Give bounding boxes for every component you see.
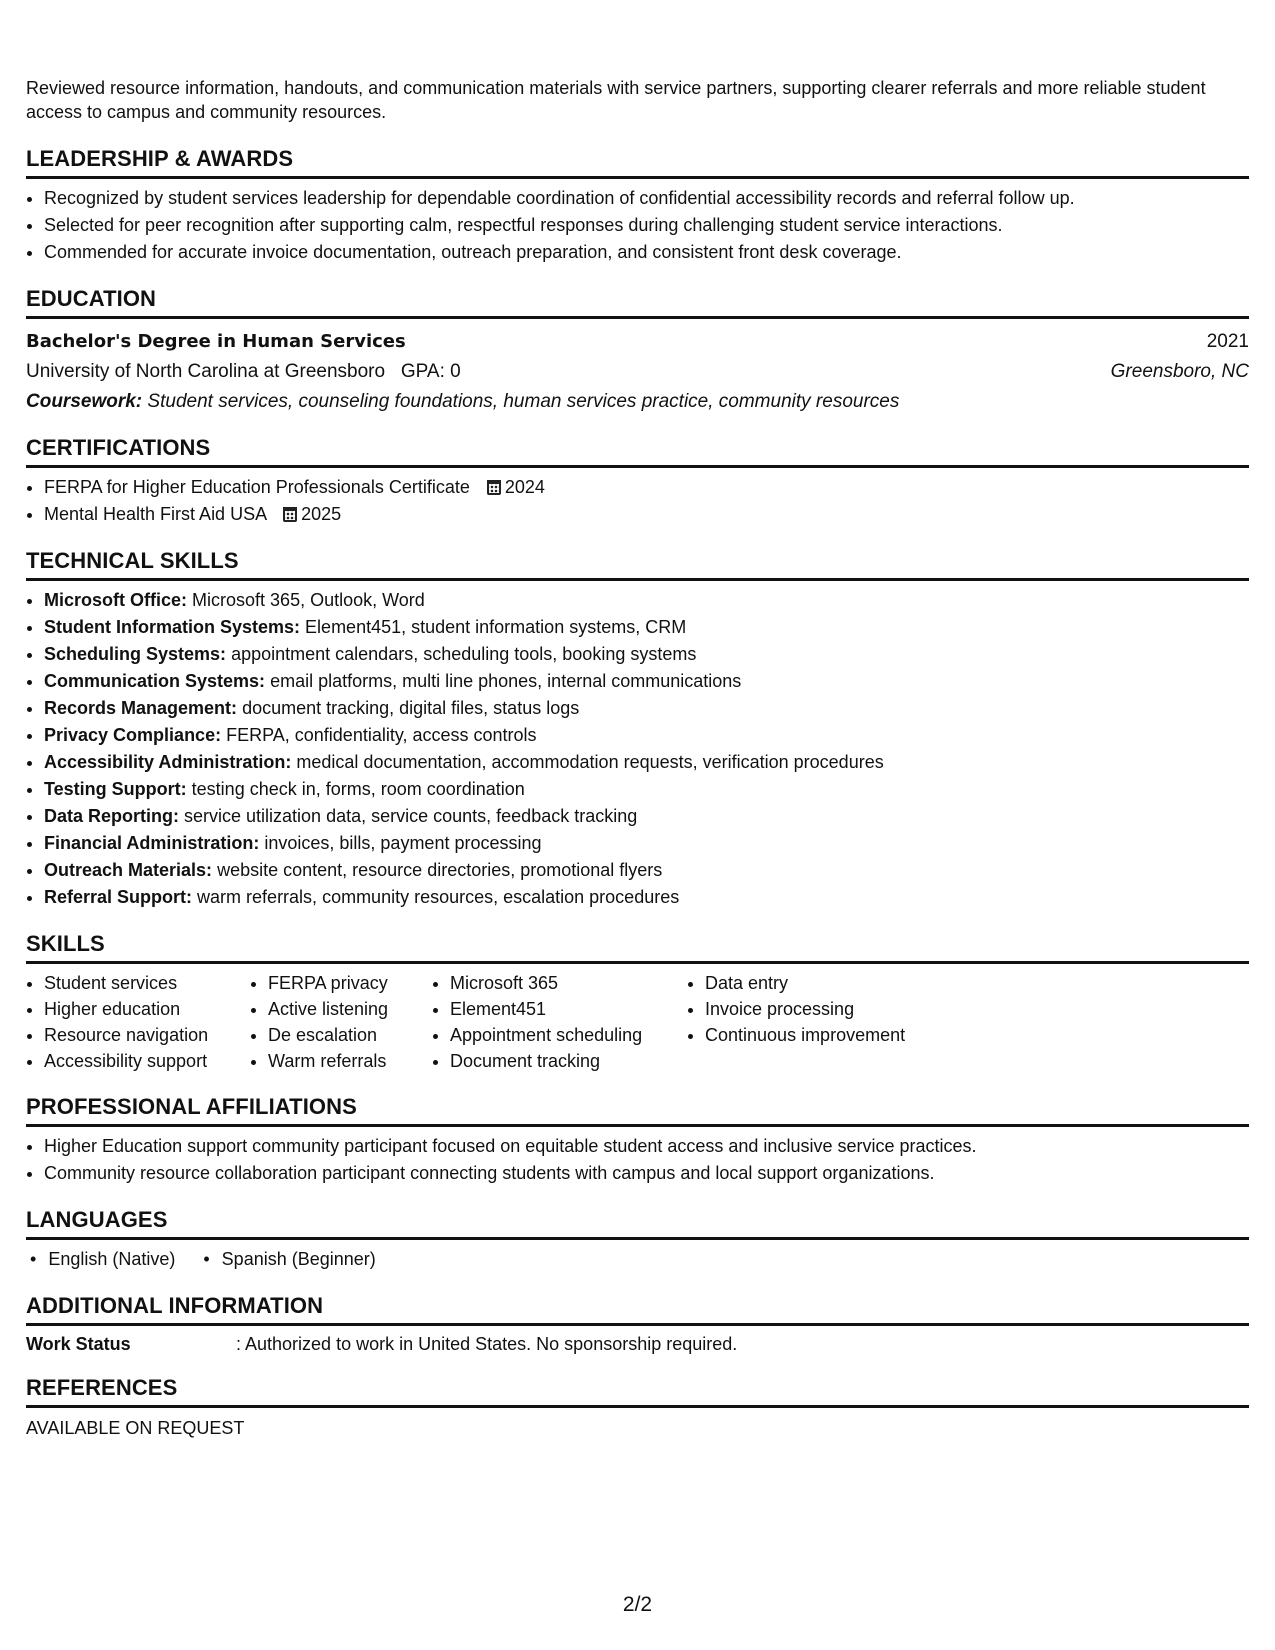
skill-value: FERPA, confidentiality, access controls — [226, 725, 537, 745]
skills-grid — [26, 970, 1249, 1074]
certifications-list — [26, 474, 1249, 528]
list-item — [44, 749, 1249, 776]
skill-label: Privacy Compliance: — [44, 725, 222, 745]
skill-value: Element451, student information systems, CRM — [305, 617, 687, 637]
skill-label: Referral Support: — [44, 887, 193, 907]
certification-year: 2025 — [301, 504, 342, 524]
list-item: • Recognized by student services leadership for dependable coordination of confidential accessibility records and referral follow up. — [44, 185, 1249, 212]
leadership-list — [26, 185, 1249, 266]
list-item: • Element451 — [450, 996, 687, 1022]
gpa: GPA: 0 — [400, 361, 461, 382]
skills-column — [26, 970, 250, 1074]
list-item: • Student services — [44, 970, 250, 996]
list-item — [44, 641, 1249, 668]
languages-section — [26, 1201, 1249, 1273]
degree: Bachelor's Degree in Human Services — [26, 331, 406, 352]
list-item: • Selected for peer recognition after supporting calm, respectful responses during challenging student service interactions. — [44, 212, 1249, 239]
list-item: • Spanish (Beginner) — [199, 1246, 375, 1273]
list-item — [44, 857, 1249, 884]
section-title-languages: LANGUAGES — [26, 1201, 1249, 1240]
skill-value: service utilization data, service counts, feedback tracking — [184, 806, 638, 826]
skill-label: Accessibility Administration: — [44, 752, 292, 772]
intro-paragraph: Reviewed resource information, handouts, and communication materials with service partners, supporting clearer referrals and more reliable student access to campus and community resources. — [26, 78, 1206, 122]
section-title-certifications: CERTIFICATIONS — [26, 429, 1249, 468]
list-item: • Data entry — [705, 970, 965, 996]
skill-label: Data Reporting: — [44, 806, 179, 826]
graduation-year: 2021 — [1206, 331, 1249, 352]
certifications-section — [26, 429, 1249, 528]
skill-label: Records Management: — [44, 698, 238, 718]
list-item: • Document tracking — [450, 1048, 687, 1074]
list-item: • Commended for accurate invoice documentation, outreach preparation, and consistent front desk coverage. — [44, 239, 1249, 266]
skill-value: medical documentation, accommodation requests, verification procedures — [296, 752, 884, 772]
skill-label: Outreach Materials: — [44, 860, 213, 880]
technical-skills-section — [26, 542, 1249, 911]
resume-page — [26, 76, 1249, 1439]
section-title-references: REFERENCES — [26, 1369, 1249, 1408]
skill-label: Student Information Systems: — [44, 617, 301, 637]
certification-name: FERPA for Higher Education Professionals Certificate — [44, 477, 470, 497]
list-item: • FERPA privacy — [268, 970, 432, 996]
section-title-affiliations: PROFESSIONAL AFFILIATIONS — [26, 1088, 1249, 1127]
list-item — [44, 884, 1249, 911]
school-location: Greensboro, NC — [1110, 361, 1249, 382]
skill-label: Communication Systems: — [44, 671, 266, 691]
skill-label: Testing Support: — [44, 779, 187, 799]
references-section — [26, 1369, 1249, 1439]
list-item: • English (Native) — [26, 1246, 175, 1273]
list-item — [44, 614, 1249, 641]
skills-section — [26, 925, 1249, 1074]
list-item: • Higher Education support community participant focused on equitable student access and inclusive service practices. — [44, 1133, 1249, 1160]
list-item: • Appointment scheduling — [450, 1022, 687, 1048]
list-item: • Higher education — [44, 996, 250, 1022]
skill-value: invoices, bills, payment processing — [264, 833, 542, 853]
skill-value: website content, resource directories, promotional flyers — [217, 860, 663, 880]
education-entry — [26, 327, 1249, 417]
section-title-skills: SKILLS — [26, 925, 1249, 964]
list-item: • Continuous improvement — [705, 1022, 965, 1048]
list-item: • Invoice processing — [705, 996, 965, 1022]
languages-list — [26, 1246, 1249, 1273]
skills-column — [432, 970, 687, 1074]
certification-year: 2024 — [504, 477, 545, 497]
skill-label: Scheduling Systems: — [44, 644, 227, 664]
skill-value: appointment calendars, scheduling tools, booking systems — [231, 644, 697, 664]
skill-value: Microsoft 365, Outlook, Word — [192, 590, 425, 610]
list-item: • Warm referrals — [268, 1048, 432, 1074]
list-item — [44, 803, 1249, 830]
section-title-technical-skills: TECHNICAL SKILLS — [26, 542, 1249, 581]
certification-item — [44, 474, 1249, 501]
list-item — [44, 722, 1249, 749]
skills-column — [250, 970, 432, 1074]
list-item: • Resource navigation — [44, 1022, 250, 1048]
skill-label: Microsoft Office: — [44, 590, 188, 610]
list-item — [44, 695, 1249, 722]
skill-value: testing check in, forms, room coordination — [191, 779, 525, 799]
school-name: University of North Carolina at Greensboro — [26, 361, 386, 382]
education-section — [26, 280, 1249, 417]
calendar-icon — [283, 507, 297, 522]
page-number: 2/2 — [622, 1593, 653, 1616]
section-title-education: EDUCATION — [26, 280, 1249, 319]
section-title-additional-info: ADDITIONAL INFORMATION — [26, 1287, 1249, 1326]
skill-value: email platforms, multi line phones, internal communications — [270, 671, 742, 691]
work-status-label: Work Status — [26, 1334, 131, 1354]
work-status-row — [26, 1334, 1249, 1355]
skill-label: Financial Administration: — [44, 833, 260, 853]
additional-info-section — [26, 1287, 1249, 1355]
list-item: • Microsoft 365 — [450, 970, 687, 996]
list-item — [44, 830, 1249, 857]
references-text: AVAILABLE ON REQUEST — [26, 1418, 245, 1438]
calendar-icon — [487, 480, 501, 495]
work-status-value: : Authorized to work in United States. No sponsorship required. — [236, 1334, 738, 1354]
coursework-label: Coursework: — [26, 391, 143, 412]
list-item — [44, 668, 1249, 695]
certification-item — [44, 501, 1249, 528]
certification-name: Mental Health First Aid USA — [44, 504, 267, 524]
list-item: • Community resource collaboration participant connecting students with campus and local support organizations. — [44, 1160, 1249, 1187]
list-item: • De escalation — [268, 1022, 432, 1048]
list-item — [44, 587, 1249, 614]
affiliations-section — [26, 1088, 1249, 1187]
leadership-section — [26, 140, 1249, 266]
coursework: Student services, counseling foundations, human services practice, community resources — [147, 391, 900, 412]
list-item: • Accessibility support — [44, 1048, 250, 1074]
list-item: • Active listening — [268, 996, 432, 1022]
skill-value: warm referrals, community resources, escalation procedures — [197, 887, 680, 907]
list-item — [44, 776, 1249, 803]
affiliations-list — [26, 1133, 1249, 1187]
skills-column — [687, 970, 965, 1074]
skill-value: document tracking, digital files, status logs — [242, 698, 580, 718]
section-title-leadership: LEADERSHIP & AWARDS — [26, 140, 1249, 179]
technical-skills-list — [26, 587, 1249, 911]
